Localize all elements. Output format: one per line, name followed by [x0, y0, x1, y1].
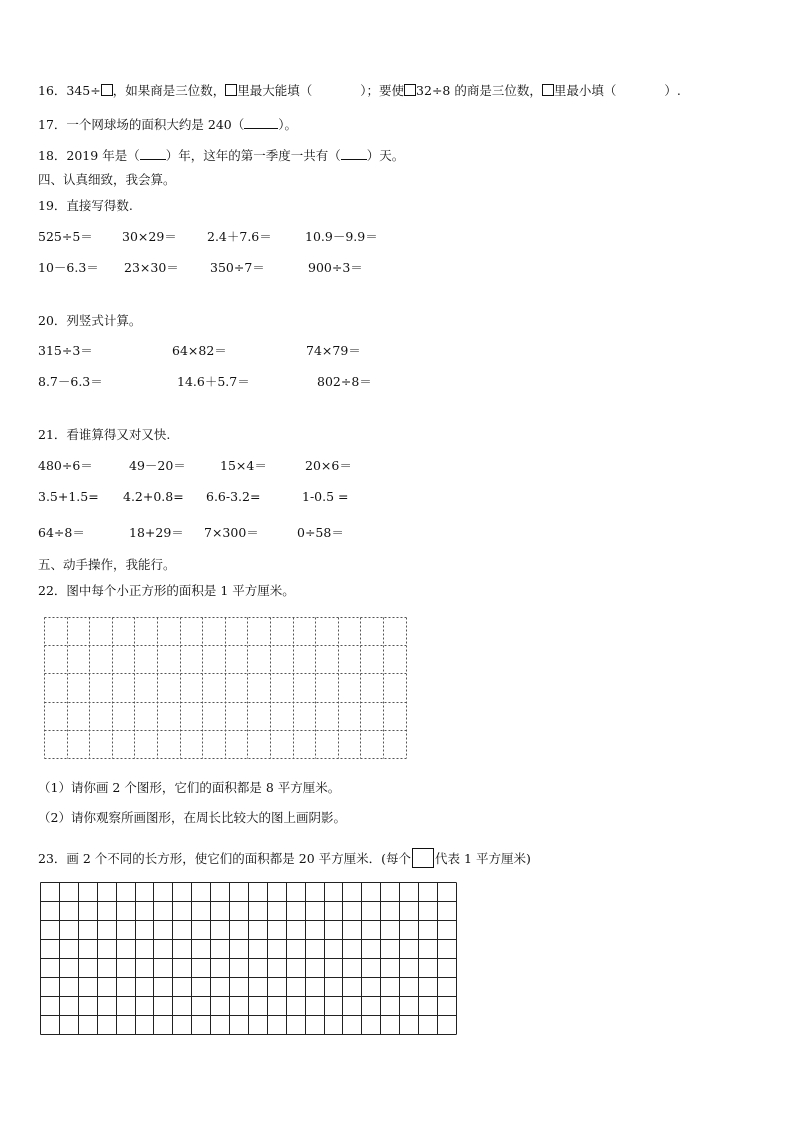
calc-item: 315÷3＝ — [38, 343, 93, 358]
calc-item: 64÷8＝ — [38, 525, 85, 540]
section-heading-5: 五、动手操作，我能行。 — [38, 557, 176, 572]
answer-blank[interactable] — [244, 116, 278, 129]
box-placeholder-icon — [542, 84, 554, 96]
answer-blank[interactable] — [341, 147, 367, 160]
unit-square-icon — [412, 848, 434, 868]
question-16: 16．345÷ ，如果商是三位数， 里最大能填（ ）；要使 32÷8 的商是三位数， 里最小填（ ）. — [38, 83, 681, 98]
calc-item: 30×29＝ — [122, 229, 177, 244]
answer-blank[interactable] — [140, 147, 166, 160]
calc-item: 3.5+1.5= — [38, 489, 99, 504]
question-19-title: 19．直接写得数. — [38, 198, 133, 213]
calc-item: 49－20＝ — [129, 458, 186, 473]
question-20-title: 20．列竖式计算。 — [38, 313, 142, 328]
question-17: 17．一个网球场的面积大约是 240（ ）。 — [38, 117, 298, 132]
calc-item: 14.6＋5.7＝ — [177, 374, 250, 389]
calc-item: 10－6.3＝ — [38, 260, 99, 275]
calc-item: 1-0.5 = — [302, 489, 349, 504]
calc-item: 23×30＝ — [124, 260, 179, 275]
calc-item: 4.2+0.8= — [123, 489, 184, 504]
calc-item: 18+29＝ — [129, 525, 184, 540]
calc-item: 0÷58＝ — [297, 525, 344, 540]
question-22-sub-2: （2）请你观察所画图形，在周长比较大的图上画阴影。 — [38, 810, 346, 825]
grid-23-svg[interactable] — [40, 882, 457, 1035]
box-placeholder-icon — [225, 84, 237, 96]
dotted-grid-22[interactable] — [44, 617, 407, 759]
calc-item: 64×82＝ — [172, 343, 227, 358]
calc-item: 20×6＝ — [305, 458, 352, 473]
box-placeholder-icon — [404, 84, 416, 96]
calc-item: 802÷8＝ — [317, 374, 372, 389]
calc-item: 480÷6＝ — [38, 458, 93, 473]
calc-item: 15×4＝ — [220, 458, 267, 473]
question-23: 23．画 2 个不同的长方形，使它们的面积都是 20 平方厘米．(每个 代表 1 平方厘米) — [38, 848, 531, 868]
calc-item: 525÷5＝ — [38, 229, 93, 244]
question-21-title: 21．看谁算得又对又快. — [38, 427, 171, 442]
question-18: 18．2019 年是（ ）年，这年的第一季度一共有（ ）天。 — [38, 148, 405, 163]
grid-22-svg[interactable] — [44, 617, 407, 759]
calc-item: 10.9－9.9＝ — [305, 229, 378, 244]
calc-item: 74×79＝ — [306, 343, 361, 358]
calc-item: 350÷7＝ — [210, 260, 265, 275]
calc-item: 6.6-3.2= — [206, 489, 261, 504]
calc-item: 2.4＋7.6＝ — [207, 229, 272, 244]
calc-item: 7×300＝ — [204, 525, 259, 540]
question-22-title: 22．图中每个小正方形的面积是 1 平方厘米。 — [38, 583, 295, 598]
calc-item: 8.7－6.3＝ — [38, 374, 103, 389]
calc-item: 900÷3＝ — [308, 260, 363, 275]
square-grid-23[interactable] — [40, 882, 457, 1035]
question-22-sub-1: （1）请你画 2 个图形，它们的面积都是 8 平方厘米。 — [38, 780, 341, 795]
section-heading-4: 四、认真细致，我会算。 — [38, 172, 176, 187]
box-placeholder-icon — [101, 84, 113, 96]
